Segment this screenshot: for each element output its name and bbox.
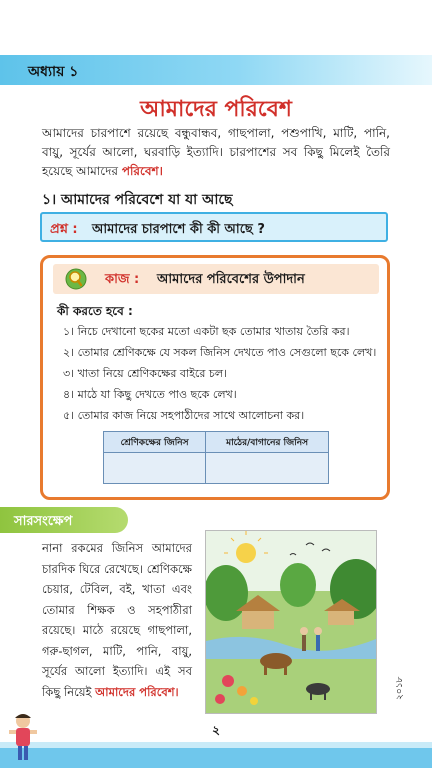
steps-heading: কী করতে হবে : [57,304,133,318]
village-scene-image [206,531,376,713]
environment-illustration [205,530,377,714]
magnifier-icon [65,268,87,290]
task-label: কাজ : [105,272,140,287]
table-cell [206,453,329,484]
page-title: আমাদের পরিবেশ [140,97,292,122]
table-cell [104,453,206,484]
summary-highlight: আমাদের পরিবেশ। [95,684,179,699]
step-item: ৪। মাঠে যা কিছু দেখতে পাও ছকে লেখ। [63,388,237,401]
question-text: আমাদের চারপাশে কী কী আছে ? [92,222,265,237]
summary-text: নানা রকমের জিনিস আমাদের চারদিক ঘিরে রেখেছে। শ্রেণিকক্ষে চেয়ার, টেবিল, বই, খাতা এবং তোমার শিক্ষক ও সহপাঠীরা রয়েছে। মাঠে রয়েছে গাছপালা, গরু-ছাগল, মাটি, পানি, বায়ু, সূর্যের আলো ইত্যাদি। এই সব কিছু নিয়েই [42,541,192,699]
summary-band [0,507,128,533]
page-number: ২ [212,723,220,737]
task-box [40,255,390,500]
question-prefix: প্রশ্ন : [50,222,78,237]
step-item: ২। তোমার শ্রেণিকক্ষে যে সকল জিনিস দেখতে পাও সেগুলো ছকে লেখ। [63,346,377,359]
step-item: ১। নিচে দেখানো ছকের মতো একটা ছক তোমার খাতায় তৈরি কর। [63,325,350,338]
step-item: ৫। তোমার কাজ নিয়ে সহপাঠীদের সাথে আলোচনা কর। [63,409,305,422]
child-figure-image [6,712,40,764]
summary-label: সারসংক্ষেপ [14,514,73,529]
section-heading: ১। আমাদের পরিবেশে যা যা আছে [42,192,233,208]
task-header [53,264,379,294]
task-table [103,431,329,484]
question-box [40,212,388,242]
intro-text: আমাদের চারপাশে রয়েছে বন্ধুবান্ধব, গাছপালা, পশুপাখি, মাটি, পানি, বায়ু, সূর্যের আলো, ঘরবাড়ি ইত্যাদি। চারপাশের সব কিছু মিলেই তৈরি হয়েছে আমাদের [42,126,390,178]
table-header-classroom: শ্রেণিকক্ষের জিনিস [104,432,206,453]
steps-list [63,321,376,426]
table-header-field: মাঠের/বাগানের জিনিস [206,432,329,453]
task-title: আমাদের পরিবেশের উপাদান [157,272,305,287]
summary-paragraph [42,538,192,702]
intro-highlight: পরিবেশ। [121,164,163,178]
step-item: ৩। খাতা নিয়ে শ্রেণিকক্ষের বাইরে চল। [63,367,227,380]
year-mark: ২০১৮ [395,676,405,700]
chapter-label: অধ্যায় ১ [28,64,79,80]
intro-paragraph [42,124,390,181]
chapter-band [0,55,432,85]
bottom-band [0,748,432,768]
